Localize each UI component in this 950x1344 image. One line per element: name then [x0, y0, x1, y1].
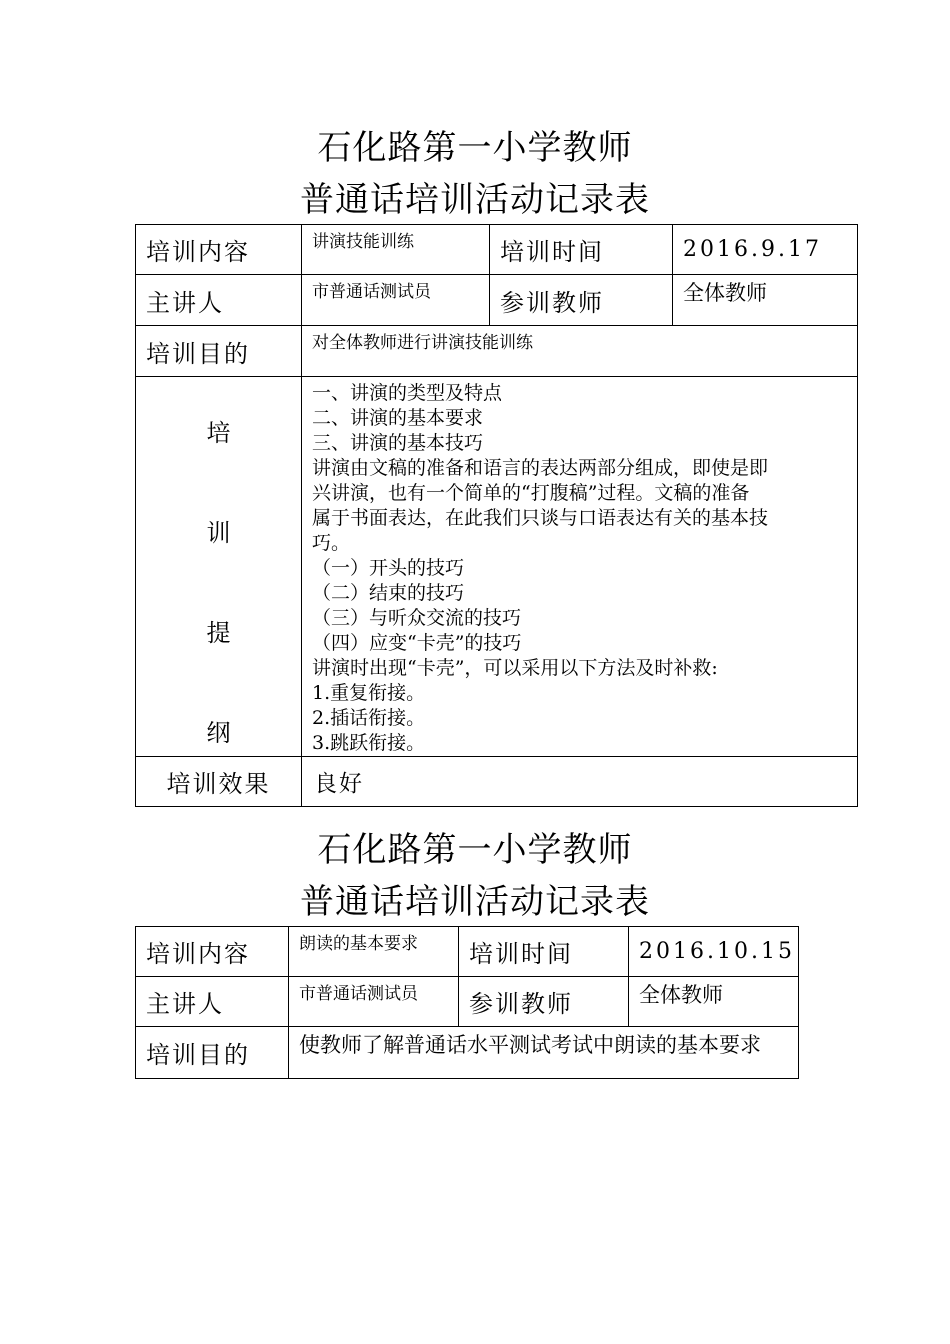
record1-content-label: 培训内容 [136, 225, 302, 275]
outline-line: 3.跳跃衔接。 [312, 732, 426, 754]
record1-effect-value: 良好 [302, 757, 858, 807]
record2-speaker-value: 市普通话测试员 [289, 977, 459, 1027]
record1-title-line1: 石化路第一小学教师 [317, 128, 633, 168]
record1-row-outline [136, 377, 858, 757]
record2-time-label: 培训时间 [459, 927, 629, 977]
record1-outline-label-char: 培 [206, 419, 231, 447]
record2-content-value: 朗读的基本要求 [289, 927, 459, 977]
record1-time-value: 2016.9.17 [673, 225, 858, 275]
outline-line: 巧。 [312, 532, 351, 554]
outline-line: （四）应变“卡壳”的技巧 [312, 632, 522, 654]
outline-line: （一）开头的技巧 [312, 557, 465, 579]
record1-title-line2: 普通话培训活动记录表 [300, 180, 650, 220]
record2-purpose-value: 使教师了解普通话水平测试考试中朗读的基本要求 [289, 1027, 799, 1079]
outline-line: 讲演由文稿的准备和语言的表达两部分组成，即使是即 [312, 457, 769, 479]
outline-line: 兴讲演，也有一个简单的“打腹稿”过程。文稿的准备 [312, 482, 750, 504]
record1-content-value: 讲演技能训练 [302, 225, 490, 275]
record1-effect-label: 培训效果 [136, 757, 302, 807]
record2-time-value: 2016.10.15 [629, 927, 799, 977]
record1-outline-label [136, 377, 302, 757]
record2-speaker-label: 主讲人 [136, 977, 289, 1027]
outline-line: 讲演时出现“卡壳”，可以采用以下方法及时补救: [312, 657, 718, 679]
outline-line: 三、讲演的基本技巧 [312, 432, 484, 454]
record2-row-purpose [136, 1027, 799, 1079]
record2-row-speaker [136, 977, 799, 1027]
record1-speaker-label: 主讲人 [136, 275, 302, 326]
record1-outline-label-char: 提 [206, 619, 231, 647]
record1-outline-label-char: 纲 [206, 719, 231, 747]
outline-line: （二）结束的技巧 [312, 582, 465, 604]
record2-participants-label: 参训教师 [459, 977, 629, 1027]
record2-row-content [136, 927, 799, 977]
outline-line: 一、讲演的类型及特点 [312, 382, 503, 404]
record1-speaker-value: 市普通话测试员 [302, 275, 490, 326]
outline-line: （三）与听众交流的技巧 [312, 607, 522, 629]
record2-purpose-label: 培训目的 [136, 1027, 289, 1079]
outline-line: 二、讲演的基本要求 [312, 407, 484, 429]
record1-row-purpose [136, 326, 858, 377]
outline-line: 1.重复衔接。 [312, 682, 426, 704]
record2-content-label: 培训内容 [136, 927, 289, 977]
outline-line: 属于书面表达，在此我们只谈与口语表达有关的基本技 [312, 507, 769, 529]
record1-table [135, 224, 858, 807]
record1-participants-value: 全体教师 [673, 275, 858, 326]
record1-row-effect [136, 757, 858, 807]
record2-title-line2: 普通话培训活动记录表 [300, 882, 650, 922]
record1-row-speaker [136, 275, 858, 326]
record2-title-line1: 石化路第一小学教师 [317, 830, 633, 870]
record2-table [135, 926, 799, 1079]
record2-participants-value: 全体教师 [629, 977, 799, 1027]
record1-row-content [136, 225, 858, 275]
record1-participants-label: 参训教师 [490, 275, 673, 326]
record1-outline-content [302, 377, 858, 757]
record1-time-label: 培训时间 [490, 225, 673, 275]
record1-purpose-value: 对全体教师进行讲演技能训练 [302, 326, 858, 377]
outline-line: 2.插话衔接。 [312, 707, 426, 729]
record1-outline-label-char: 训 [206, 519, 231, 547]
record1-purpose-label: 培训目的 [136, 326, 302, 377]
